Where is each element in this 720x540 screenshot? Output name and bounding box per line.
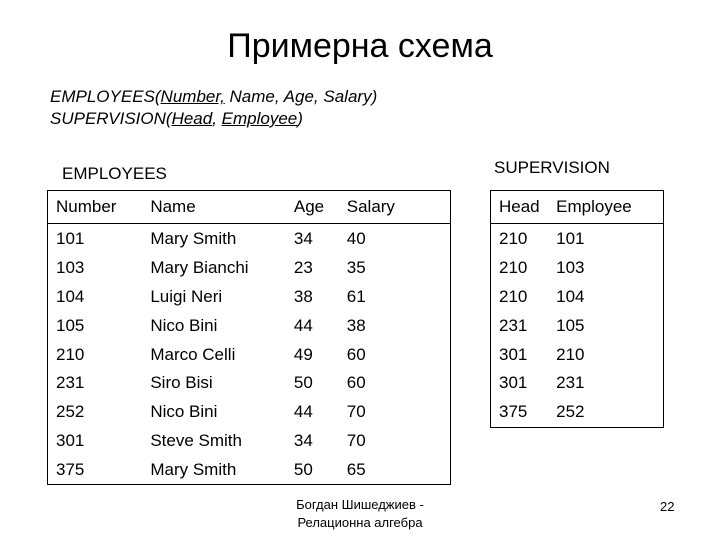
employee-salary: 61 [346,286,366,306]
employees-header-salary: Salary [347,191,451,224]
employee-name: Luigi Neri [150,286,223,306]
employee-salary: 65 [346,459,366,479]
employees-table [47,190,451,485]
schema-definitions [50,86,377,130]
supervision-employee: 210 [556,344,585,364]
employee-name: Nico Bini [150,402,218,422]
table-row [48,254,451,283]
employees-schema [50,86,377,108]
table-row [48,283,451,312]
table-row [48,455,451,484]
table-row [491,369,664,398]
employee-name: Nico Bini [150,315,218,335]
employee-salary: 60 [346,344,366,364]
supervision-close: ) [297,109,303,128]
supervision-employee: 105 [556,315,585,335]
employees-rel-name: EMPLOYEES( [50,87,161,106]
supervision-header-row [491,191,664,224]
employee-age: 34 [293,229,313,249]
employee-number: 101 [56,229,85,249]
employee-name: Marco Celli [150,344,236,364]
employees-header-name: Name [150,191,294,224]
supervision-employee: 104 [556,286,585,306]
slide-title: Примерна схема [227,27,493,65]
employee-age: 44 [293,315,313,335]
employee-name: Mary Smith [150,459,237,479]
table-row [491,340,664,369]
supervision-employee: 103 [556,258,585,278]
employees-header-age: Age [294,191,347,224]
table-row [491,254,664,283]
supervision-table [490,190,664,428]
supervision-head: 210 [499,229,528,249]
footer-author [250,496,470,532]
employee-salary: 70 [346,430,366,450]
table-row [491,311,664,340]
employee-name: Mary Bianchi [150,258,249,278]
supervision-caption: SUPERVISION [494,158,610,177]
table-row [48,311,451,340]
employees-header-row [48,191,451,224]
employee-age: 34 [293,430,313,450]
employees-header-number: Number [48,191,151,224]
employee-age: 50 [293,459,313,479]
employee-salary: 40 [346,229,366,249]
supervision-rel-name: SUPERVISION( [50,109,172,128]
employee-salary: 38 [346,315,366,335]
employee-number: 103 [56,258,85,278]
table-row [48,427,451,456]
supervision-head: 210 [499,286,528,306]
employee-name: Siro Bisi [150,373,213,393]
employees-caption: EMPLOYEES [62,164,167,183]
supervision-employee-attr: Employee [221,109,298,128]
supervision-header-head: Head [491,191,557,224]
table-row [491,398,664,427]
employee-salary: 35 [346,258,366,278]
employee-age: 44 [293,402,313,422]
employee-number: 210 [56,344,85,364]
employee-number: 301 [56,430,85,450]
page-number: 22 [660,499,675,514]
table-row [48,369,451,398]
employee-age: 50 [293,373,313,393]
employee-number: 375 [56,459,85,479]
supervision-header-employee: Employee [556,191,663,224]
supervision-employee: 252 [556,402,585,422]
employee-name: Steve Smith [150,430,242,450]
employee-number: 104 [56,286,85,306]
employee-name: Mary Smith [150,229,237,249]
employee-salary: 60 [346,373,366,393]
employees-key-attr: Number, [160,87,225,106]
table-row [491,283,664,312]
employee-number: 105 [56,315,85,335]
table-row [491,224,664,254]
table-row [48,398,451,427]
employees-other-attrs: Name, Age, Salary) [224,87,378,106]
employee-salary: 70 [346,402,366,422]
employee-age: 38 [293,286,313,306]
employee-number: 252 [56,402,85,422]
supervision-employee: 101 [556,229,585,249]
footer-author-line: Богдан Шишеджиев - [296,497,424,512]
supervision-head: 301 [499,344,528,364]
footer-subject-line: Релационна алгебра [297,515,423,530]
employee-number: 231 [56,373,85,393]
supervision-head: 375 [499,402,528,422]
supervision-head: 231 [499,315,528,335]
employee-age: 49 [293,344,313,364]
supervision-head: 210 [499,258,528,278]
supervision-employee: 231 [556,373,585,393]
supervision-separator: , [212,109,222,128]
supervision-schema [50,108,377,130]
employee-age: 23 [293,258,313,278]
table-row [48,340,451,369]
supervision-head-attr: Head [171,109,213,128]
supervision-head: 301 [499,373,528,393]
table-row [48,224,451,254]
